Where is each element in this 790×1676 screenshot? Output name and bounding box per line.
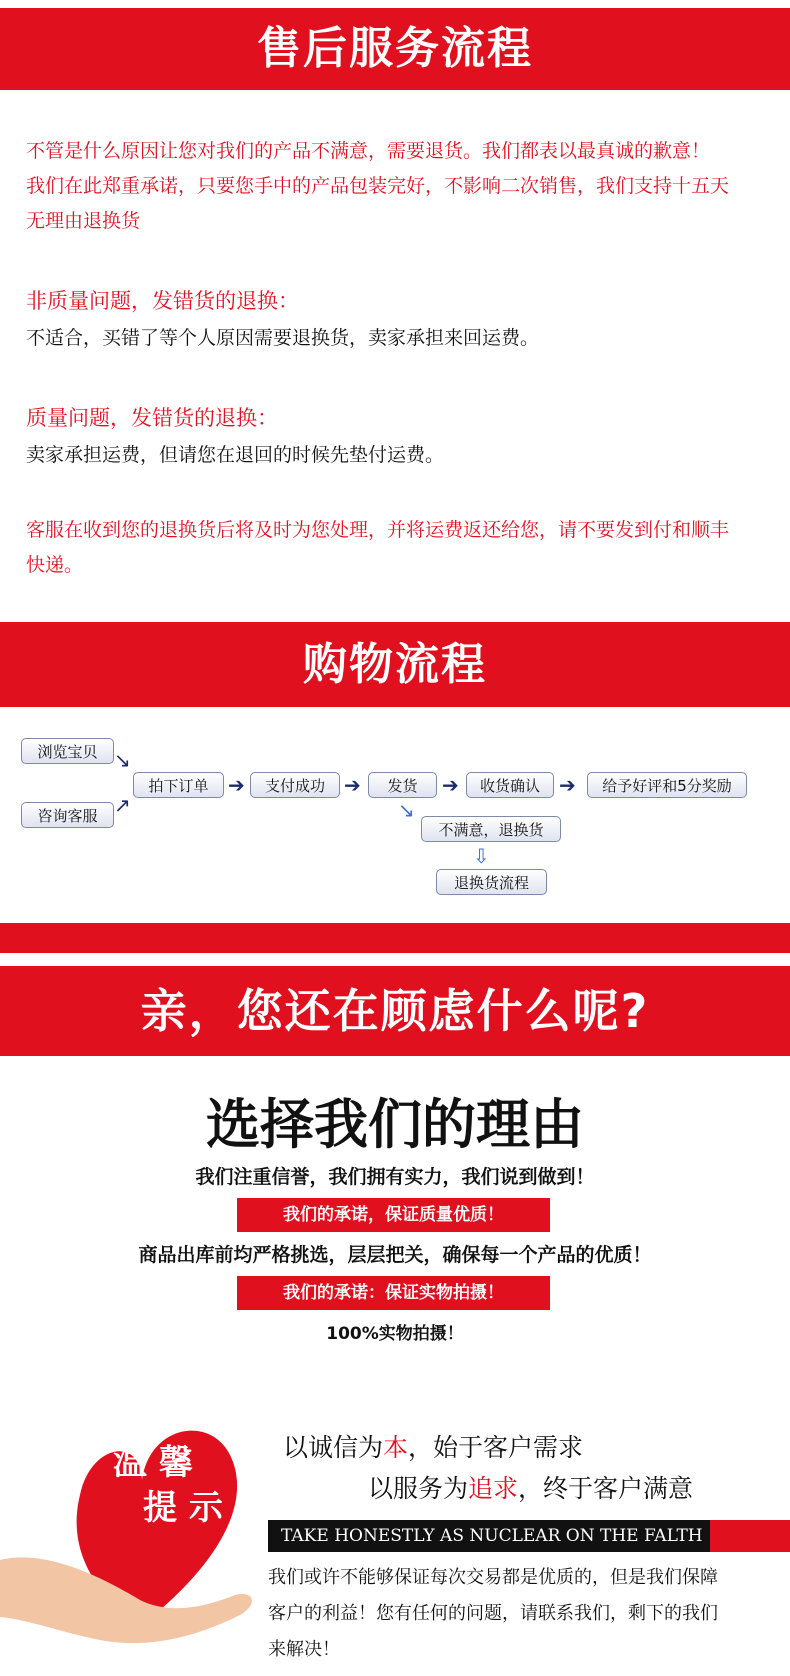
step-order: 拍下订单	[133, 772, 224, 798]
arrow-down-right-icon: ↘	[114, 748, 131, 772]
slogan-1-part-a: 以诚信为	[283, 1433, 384, 1462]
slogan-line-2	[368, 1469, 693, 1505]
intro-line-3: 无理由退换货	[26, 210, 141, 232]
arrow-up-right-icon: ↗	[114, 793, 131, 817]
step-browse: 浏览宝贝	[21, 738, 114, 764]
tips-body-line-3: 来解决！	[268, 1639, 340, 1660]
tips-body-line-1: 我们或许不能够保证每次交易都是优质的，但是我们保障	[268, 1567, 718, 1588]
step-pay: 支付成功	[250, 772, 340, 798]
nonquality-text: 不适合，买错了等个人原因需要退换货，卖家承担来回运费。	[26, 327, 540, 349]
slogan-1-part-c: ，始于客户需求	[408, 1433, 584, 1462]
step-unsatisfied: 不满意，退换货	[421, 816, 561, 842]
english-slogan: TAKE HONESTLY AS NUCLEAR ON THE FALTH	[281, 1526, 703, 1546]
why-banner	[0, 966, 790, 1056]
arrow-right-icon: ➔	[228, 773, 245, 797]
slogan-2-part-c: ，终于客户满意	[518, 1474, 694, 1503]
shopping-flow-banner	[0, 622, 790, 707]
reasons-title: 选择我们的理由	[206, 1093, 584, 1156]
step-return-flow: 退换货流程	[436, 869, 547, 895]
promise-photo-badge: 我们的承诺：保证实物拍摄！	[237, 1276, 550, 1310]
promise-photo-text: 100%实物拍摄！	[326, 1324, 464, 1344]
aftersales-title: 售后服务流程	[257, 23, 533, 74]
slogan-1-highlight: 本	[383, 1433, 409, 1462]
slogan-line-1	[283, 1428, 583, 1464]
service-note-line-2: 快递。	[26, 554, 84, 576]
intro-line-1: 不管是什么原因让您对我们的产品不满意，需要退货。我们都表以最真诚的歉意！	[26, 140, 711, 162]
nonquality-heading: 非质量问题，发错货的退换：	[26, 289, 299, 313]
english-banner-accent	[710, 1520, 790, 1552]
aftersales-banner	[0, 8, 790, 90]
quality-heading: 质量问题，发错货的退换：	[26, 406, 278, 430]
intro-line-2: 我们在此郑重承诺，只要您手中的产品包装完好，不影响二次销售，我们支持十五天	[26, 175, 730, 197]
arrow-right-icon: ➔	[344, 773, 361, 797]
why-title: 亲，您还在顾虑什么呢?	[140, 984, 650, 1038]
separator-band	[0, 923, 790, 953]
tips-body-line-2: 客户的利益！您有任何的问题，请联系我们，剩下的我们	[268, 1603, 718, 1624]
step-consult: 咨询客服	[21, 802, 114, 828]
reasons-subtitle: 我们注重信誉，我们拥有实力，我们说到做到！	[195, 1166, 595, 1188]
shopping-flow-title: 购物流程	[303, 639, 487, 690]
arrow-down-right-icon: ↘	[398, 798, 415, 822]
slogan-2-part-a: 以服务为	[368, 1474, 469, 1503]
heart-label-1: 温 馨	[113, 1443, 193, 1483]
step-ship: 发货	[368, 772, 437, 798]
arrow-right-icon: ➔	[442, 773, 459, 797]
promise-quality-badge: 我们的承诺，保证质量优质！	[237, 1198, 550, 1232]
service-note-line-1: 客服在收到您的退换货后将及时为您处理，并将运费返还给您，请不要发到付和顺丰	[26, 519, 730, 541]
quality-text: 卖家承担运费，但请您在退回的时候先垫付运费。	[26, 444, 445, 466]
step-confirm: 收货确认	[466, 772, 554, 798]
arrow-down-icon: ⇩	[473, 844, 490, 868]
arrow-right-icon: ➔	[559, 773, 576, 797]
heart-label-2: 提 示	[143, 1488, 223, 1528]
step-review: 给予好评和5分奖励	[587, 772, 747, 798]
slogan-2-highlight: 追求	[468, 1474, 519, 1503]
promise-quality-text: 商品出库前均严格挑选，层层把关，确保每一个产品的优质！	[138, 1244, 652, 1266]
